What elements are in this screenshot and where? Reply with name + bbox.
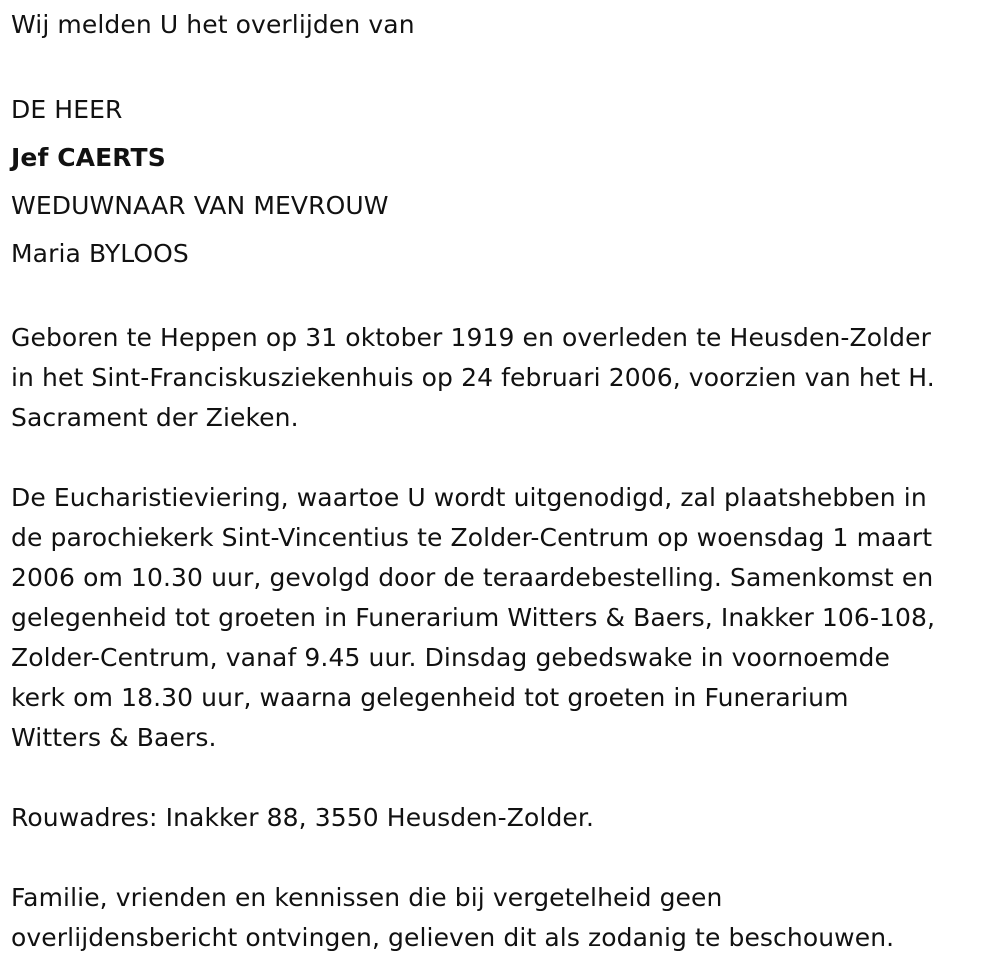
text-line: De Eucharistieviering, waartoe U wordt uitgenodigd, zal plaatshebben in [11, 483, 927, 512]
text-line: de parochiekerk Sint-Vincentius te Zolder-Centrum op woensdag 1 maart [11, 523, 933, 552]
text-line: Zolder-Centrum, vanaf 9.45 uur. Dinsdag gebedswake in voornoemde [11, 643, 891, 672]
spouse-name: Maria BYLOOS [11, 239, 189, 268]
relation-line: WEDUWNAAR VAN MEVROUW [11, 191, 389, 220]
text-line: Witters & Baers. [11, 723, 217, 752]
text-line: kerk om 18.30 uur, waarna gelegenheid tot groeten in Funerarium [11, 683, 849, 712]
text-line: in het Sint-Franciskusziekenhuis op 24 februari 2006, voorzien van het H. [11, 363, 935, 392]
text-line: gelegenheid tot groeten in Funerarium Witters & Baers, Inakker 106-108, [11, 603, 936, 632]
birth-death-paragraph [11, 318, 996, 438]
mourning-address: Rouwadres: Inakker 88, 3550 Heusden-Zolder. [11, 803, 595, 832]
intro-line: Wij melden U het overlijden van [11, 10, 415, 39]
text-line: 2006 om 10.30 uur, gevolgd door de teraardebestelling. Samenkomst en [11, 563, 934, 592]
closing-paragraph [11, 878, 996, 958]
text-line: overlijdensbericht ontvingen, gelieven dit als zodanig te beschouwen. [11, 923, 895, 952]
address-paragraph [11, 798, 996, 838]
text-line: Geboren te Heppen op 31 oktober 1919 en overleden te Heusden-Zolder [11, 323, 932, 352]
text-line: Sacrament der Zieken. [11, 403, 299, 432]
name-block [11, 86, 996, 278]
deceased-name: Jef CAERTS [11, 143, 166, 172]
death-notice [11, 0, 996, 958]
title-line: DE HEER [11, 95, 123, 124]
ceremony-paragraph [11, 478, 996, 758]
text-line: Familie, vrienden en kennissen die bij vergetelheid geen [11, 883, 723, 912]
